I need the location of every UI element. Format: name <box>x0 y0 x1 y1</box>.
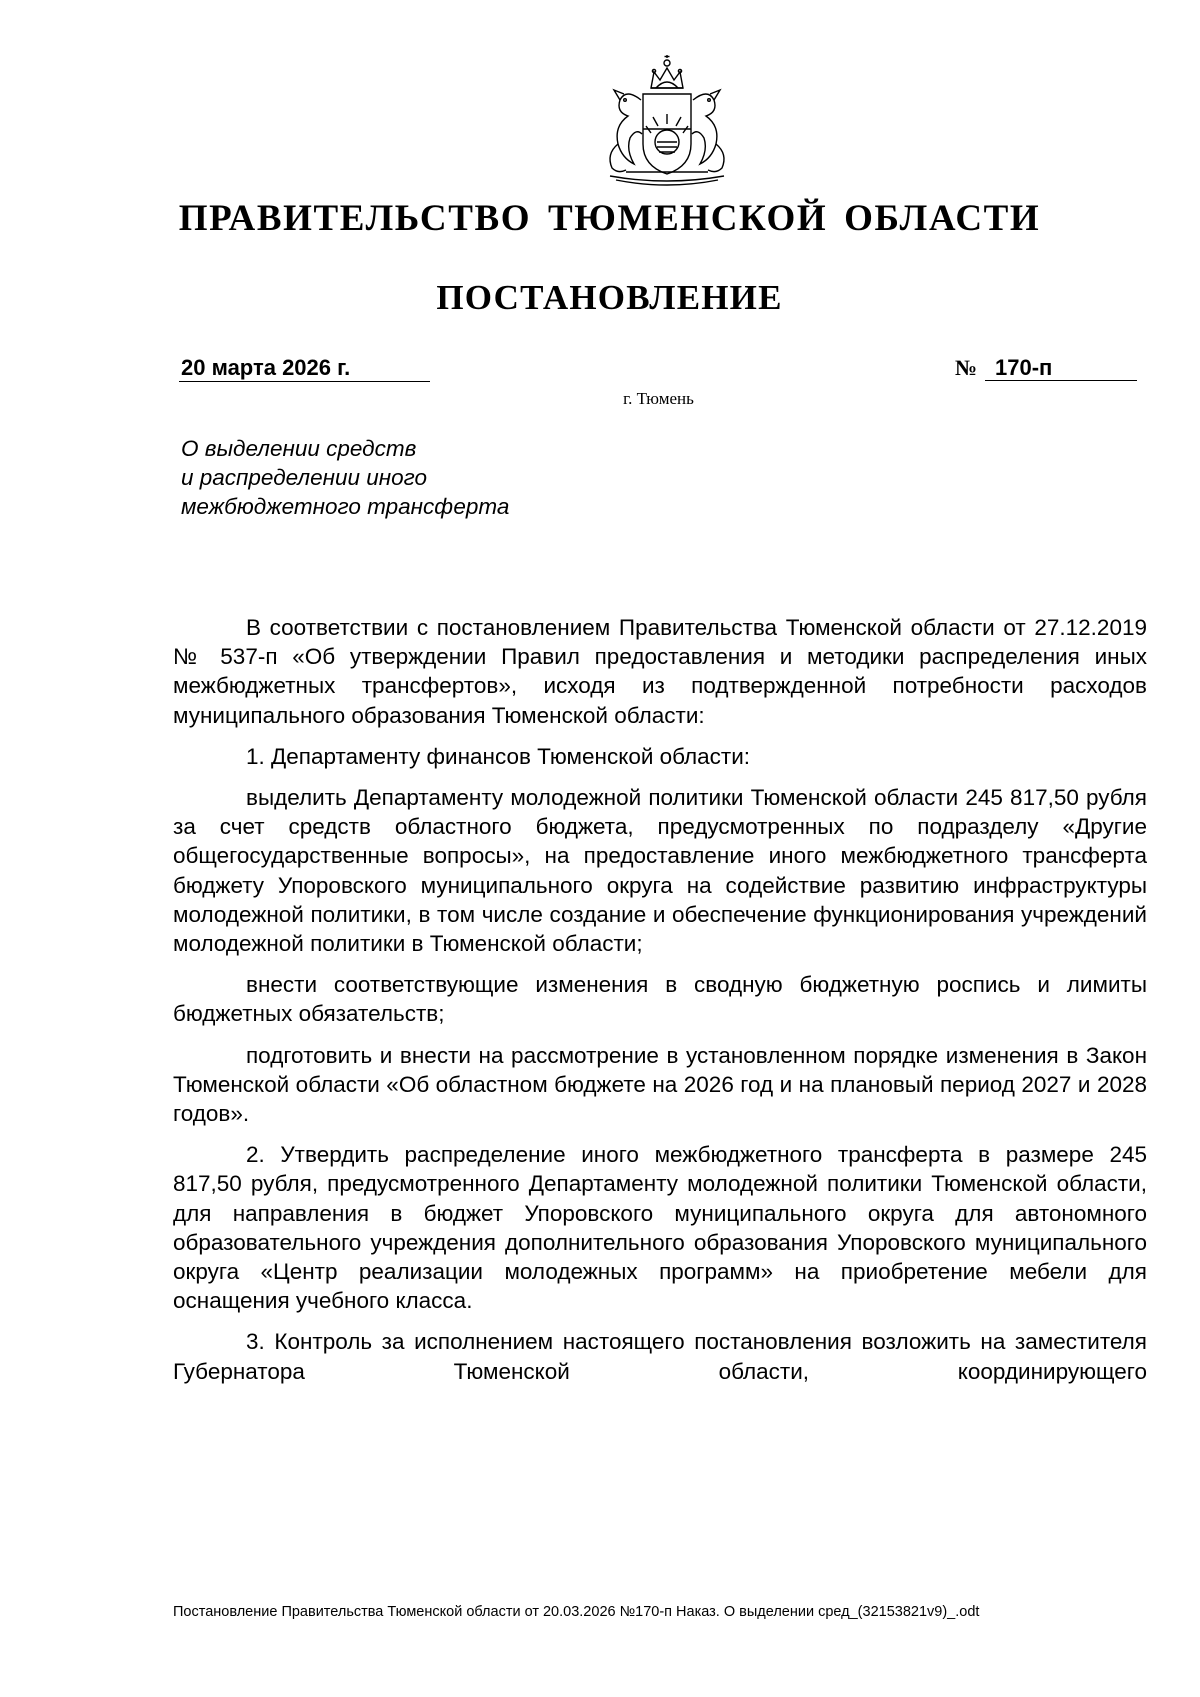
body-paragraph-preamble: В соответствии с постановлением Правительства Тюменской области от 27.12.2019 № 537-п «Об утверждении Правил предоставления и методики распределения иных межбюджетных трансфертов», исходя из подтвержденной потребности расходов муниципального образования Тюменской области: <box>173 615 1147 728</box>
subject-line: межбюджетного трансферта <box>181 494 510 519</box>
number-sign: № <box>955 355 978 380</box>
city-label: г. Тюмень <box>623 389 694 408</box>
document-number: 170-п <box>985 355 1137 381</box>
document-body <box>173 613 1147 1386</box>
document-subject <box>181 434 509 521</box>
body-paragraph-item-1: 1. Департаменту финансов Тюменской области: <box>246 743 751 769</box>
body-paragraph-amend-budget: внести соответствующие изменения в сводную бюджетную роспись и лимиты бюджетных обязательств; <box>173 972 1147 1027</box>
subject-line: и распределении иного <box>181 465 428 490</box>
body-paragraph-prepare-law: подготовить и внести на рассмотрение в установленном порядке изменения в Закон Тюменской области «Об областном бюджете на 2026 год и на плановый период 2027 и 2028 годов». <box>173 1042 1147 1127</box>
coat-of-arms-icon <box>596 54 738 188</box>
body-paragraph-item-2: 2. Утвердить распределение иного межбюджетного трансферта в размере 245 817,50 рубля, предусмотренного Департаменту молодежной политики Тюменской области, для направления в бюджет Упоровского муниципального округа для автономного образовательного учреждения дополнительного образования Упоровского муниципального округа «Центр реализации молодежных программ» на приобретение мебели для оснащения учебного класса. <box>173 1142 1147 1314</box>
body-paragraph-item-3: 3. Контроль за исполнением настоящего постановления возложить на заместителя Губернатора Тюменской области, координирующего <box>173 1329 1147 1384</box>
page-footer: Постановление Правительства Тюменской области от 20.03.2026 №170-п Наказ. О выделении сред_(32153821v9)_.odt <box>173 1604 980 1620</box>
document-date: 20 марта 2026 г. <box>179 355 430 382</box>
document-type: ПОСТАНОВЛЕНИЕ <box>436 278 783 317</box>
body-paragraph-allocate: выделить Департаменту молодежной политики Тюменской области 245 817,50 рубля за счет средств областного бюджета, предусмотренных по подразделу «Другие общегосударственные вопросы», на предоставление иного межбюджетного трансферта бюджету Упоровского муниципального округа на содействие развитию инфраструктуры молодежной политики, в том числе создание и обеспечение функционирования учреждений молодежной политики в Тюменской области; <box>173 785 1147 957</box>
government-title: ПРАВИТЕЛЬСТВО ТЮМЕНСКОЙ ОБЛАСТИ <box>178 198 1041 239</box>
subject-line: О выделении средств <box>181 436 417 461</box>
document-number-field <box>955 355 1137 381</box>
